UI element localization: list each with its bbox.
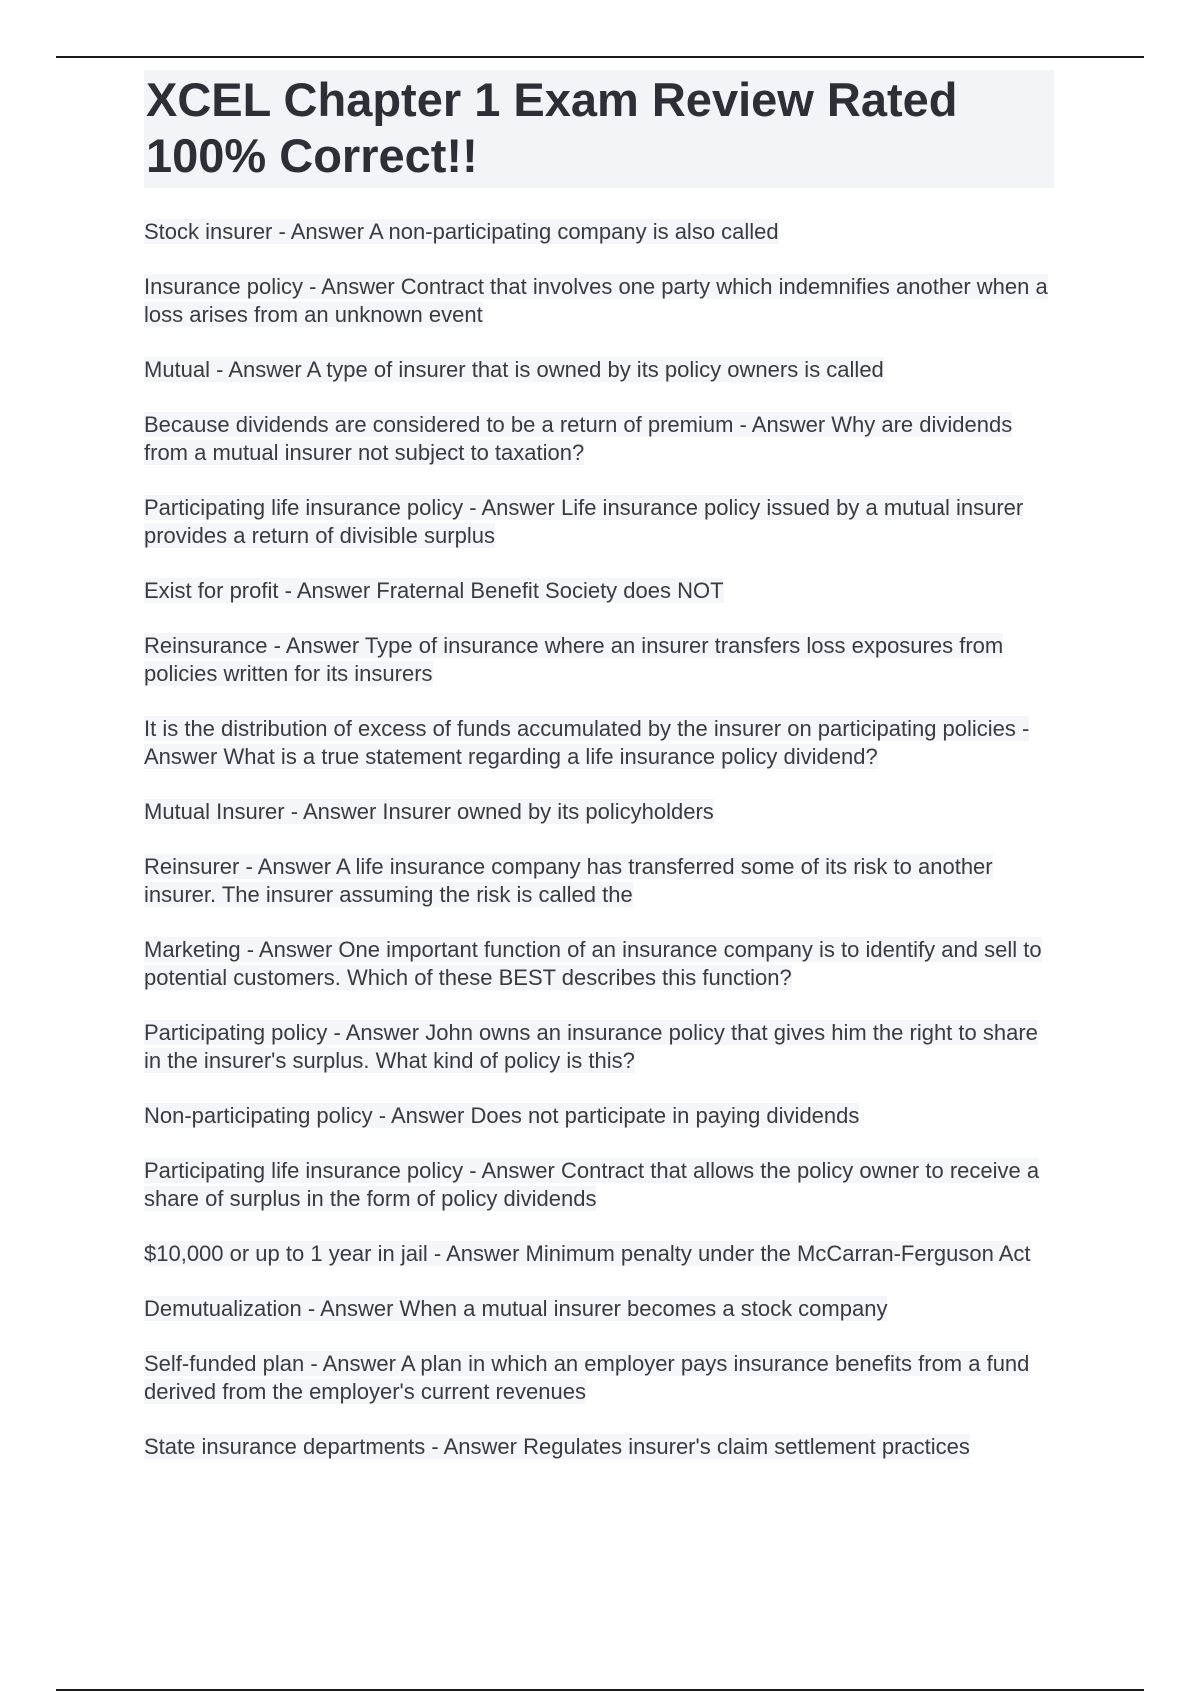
qa-text: Demutualization - Answer When a mutual insurer becomes a stock company <box>144 1296 888 1321</box>
qa-item <box>144 798 1054 826</box>
qa-item <box>144 1295 1054 1323</box>
qa-item <box>144 936 1054 992</box>
qa-item <box>144 411 1054 467</box>
qa-item <box>144 494 1054 550</box>
qa-text: Reinsurance - Answer Type of insurance where an insurer transfers loss exposures from policies written for its insurers <box>144 633 1004 686</box>
qa-item <box>144 1433 1054 1461</box>
qa-item <box>144 1240 1054 1268</box>
qa-item <box>144 1350 1054 1406</box>
qa-item <box>144 218 1054 246</box>
qa-text: Participating life insurance policy - Answer Contract that allows the policy owner to receive a share of surplus in the form of policy dividends <box>144 1158 1040 1211</box>
qa-text: Marketing - Answer One important function of an insurance company is to identify and sell to potential customers. Which of these BEST describes this function? <box>144 937 1042 990</box>
qa-item <box>144 1102 1054 1130</box>
qa-text: Mutual Insurer - Answer Insurer owned by its policyholders <box>144 799 714 824</box>
qa-item <box>144 632 1054 688</box>
qa-item <box>144 1019 1054 1075</box>
qa-item <box>144 715 1054 771</box>
qa-text: Stock insurer - Answer A non-participating company is also called <box>144 219 779 244</box>
qa-text: It is the distribution of excess of funds accumulated by the insurer on participating policies - Answer What is a true statement regarding a life insurance policy dividend? <box>144 716 1030 769</box>
qa-text: Non-participating policy - Answer Does not participate in paying dividends <box>144 1103 860 1128</box>
qa-item <box>144 853 1054 909</box>
qa-item <box>144 1157 1054 1213</box>
qa-text: Reinsurer - Answer A life insurance company has transferred some of its risk to another insurer. The insurer assuming the risk is called the <box>144 854 993 907</box>
qa-item <box>144 577 1054 605</box>
qa-list <box>144 218 1054 1461</box>
qa-text: $10,000 or up to 1 year in jail - Answer Minimum penalty under the McCarran-Ferguson Act <box>144 1241 1031 1266</box>
qa-item <box>144 356 1054 384</box>
qa-text: Participating policy - Answer John owns an insurance policy that gives him the right to share in the insurer's surplus. What kind of policy is this? <box>144 1020 1038 1073</box>
header-divider <box>56 56 1144 58</box>
qa-text: Mutual - Answer A type of insurer that is owned by its policy owners is called <box>144 357 884 382</box>
qa-text: Self-funded plan - Answer A plan in which an employer pays insurance benefits from a fund derived from the employer's current revenues <box>144 1351 1030 1404</box>
qa-text: State insurance departments - Answer Regulates insurer's claim settlement practices <box>144 1434 970 1459</box>
qa-text: Exist for profit - Answer Fraternal Benefit Society does NOT <box>144 578 724 603</box>
qa-text: Because dividends are considered to be a return of premium - Answer Why are dividends from a mutual insurer not subject to taxation? <box>144 412 1013 465</box>
document-title: XCEL Chapter 1 Exam Review Rated 100% Correct!! <box>144 70 1054 188</box>
footer-divider <box>56 1689 1144 1691</box>
qa-item <box>144 273 1054 329</box>
document-body <box>144 70 1054 1488</box>
qa-text: Participating life insurance policy - Answer Life insurance policy issued by a mutual insurer provides a return of divisible surplus <box>144 495 1024 548</box>
qa-text: Insurance policy - Answer Contract that involves one party which indemnifies another when a loss arises from an unknown event <box>144 274 1048 327</box>
